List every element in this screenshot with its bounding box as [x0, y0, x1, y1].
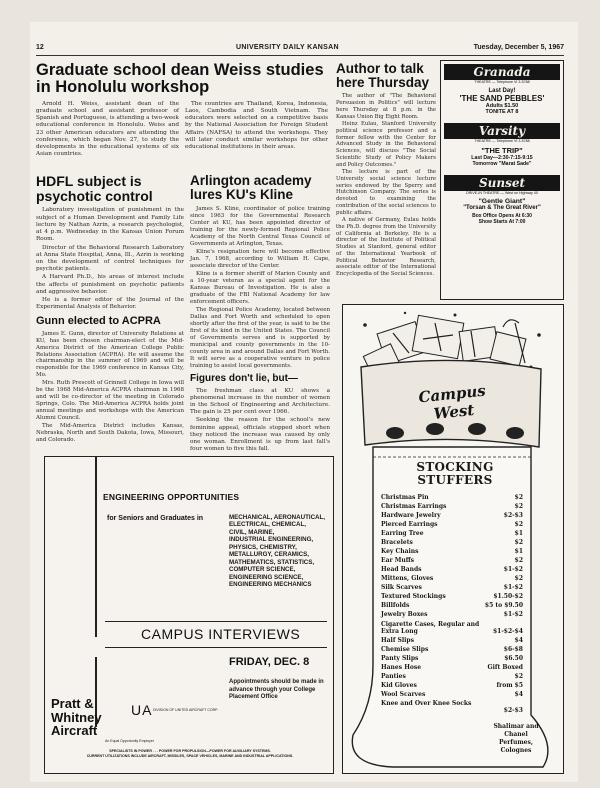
granada-line-2: Adults $1.50 [485, 103, 519, 109]
eng-field: ELECTRICAL, CHEMICAL, [229, 521, 306, 529]
list-item: Jewelry Boxes $1-$2 [381, 611, 523, 618]
acpra-headline: Gunn elected to ACPRA [36, 315, 161, 327]
author-p3: The lecture is part of the University social science lecture series endowed by the Sperry and Hutchinson Company. The series is devoted to examining the contribution of the social sciences to public affairs. [336, 169, 436, 216]
eng-field: ENGINEERING SCIENCE, [229, 573, 304, 581]
eng-fields [229, 514, 325, 588]
issue-date: Tuesday, December 5, 1967 [473, 44, 564, 51]
eng-appointments: Appointments should be made in advance through your College Placement Office [229, 679, 324, 700]
list-item: Bracelets $2 [381, 539, 523, 546]
sunset-sub: DRIVE-IN THEATRE — West on Highway 40 [466, 191, 538, 195]
varsity-line-1: Last Day—2:30-7:15-9:15 [471, 155, 533, 161]
eng-equal-opp: An Equal Opportunity Employer [105, 739, 155, 743]
list-item: Billfolds $5 to $9.50 [381, 602, 523, 609]
eng-field: MATHEMATICS, STATISTICS, [229, 558, 315, 566]
list-item: Half Slips $4 [381, 637, 523, 645]
list-item: Chemise Slips $6-$8 [381, 646, 523, 654]
sunset-line-2: Box Office Opens At 6:30 [472, 213, 532, 219]
list-item: Key Chains $1 [381, 548, 523, 555]
shalimar-block [481, 723, 551, 755]
hdfl-p2: Director of the Behavioral Research Laboratory at Anna State Hospital, Anna, Ill., Azrin is working on the development of control techniques for psychotic patients. [36, 244, 184, 273]
stocking-list [381, 495, 523, 718]
varsity-line-0: "THE TRIP" [481, 146, 523, 155]
stocking-ad [342, 304, 564, 774]
author-headline: Author to talk here Thursday [336, 61, 430, 91]
arlington-p4: The Regional Police Academy, located between Dallas and Fort Worth and scheduled to open shortly after the first of the year, is said to be the first of its kind in the United States. The Council of Governments serves and is supported by municipal and county governments in the 10-county area in and around Dallas and Fort Worth. It will serve as a cooperative venture in police training to assist local governments. [190, 307, 330, 369]
hdfl-p4: He is a former editor of the Journal of the Experimental Analysis of Behavior. [36, 297, 184, 311]
list-item: Christmas Pin $2 [381, 494, 523, 501]
acpra-p1: James E. Gunn, director of University Relations at KU, has been chosen chairman-elect of the Mid-America District of the American College Public Relations Association (ACPRA). He will assume the chairmanship in the summer of 1969 and will be responsible for the 1969 conference in Kansas City, Mo. [36, 330, 184, 379]
eng-footer-2: CURRENT UTILIZATIONS INCLUDE AIRCRAFT, MISSILES, SPACE VEHICLES, MARINE AND INDUSTRIAL APPLICATIONS. [86, 754, 294, 759]
list-item: Head Bands $1-$2 [381, 566, 523, 573]
sunset-line-0: "Gentle Giant" [478, 198, 526, 205]
eng-title: ENGINEERING OPPORTUNITIES [103, 492, 240, 502]
list-item: Hardware Jewelry $2-$3 [381, 512, 523, 519]
granada-line-3: TONITE AT 8 [485, 109, 519, 115]
list-item: Hanes Hose Gift Boxed [381, 664, 523, 672]
list-item: Knee and Over Knee Socks [381, 700, 472, 708]
weiss-headline: Graduate school dean Weiss studies in Honolulu workshop [36, 61, 324, 97]
list-item: Mittens, Gloves $2 [381, 575, 523, 582]
list-item-price: $2-$3 [503, 707, 523, 715]
eng-company: Pratt & Whitney Aircraft [51, 696, 102, 739]
eng-division: DIVISION OF UNITED AIRCRAFT CORP. [153, 708, 219, 712]
weiss-col2: The countries are Thailand, Korea, Indonesia, Laos, Cambodia and South Vietnam. The educators were selected on a competitive basis by the National Association for Foreign Student Affairs (NAFSA) to attend the workshops. They will later conduct similar workshops for other educational institutions in their areas. [185, 100, 328, 151]
ua-logo: UA [131, 702, 153, 718]
list-item: Wool Scarves $4 [381, 691, 523, 699]
eng-footer-1: SPECIALISTS IN POWER . . . POWER FOR PROPULSION—POWER FOR AUXILIARY SYSTEMS. [109, 749, 271, 753]
varsity-sub: THEATRE — Telephone VI 3-5788 [474, 139, 530, 143]
eng-field: MECHANICAL, AERONAUTICAL, [229, 514, 326, 521]
author-p1: The author of "The Behavioral Persuasion in Politics" will lecture here Thursday at 8 p.m. in the Kansas Union Big Eight Room. [336, 93, 436, 120]
list-item: Earring Tree $1 [381, 530, 523, 537]
list-item: Panty Slips $6.50 [381, 655, 523, 663]
hdfl-p1: Laboratory investigation of punishment in the subject of a Human Development and Family Life lecture by Nathan Azrin, a research psychologist, at 4 p.m. Wednesday in the Kansas Union Forum Room. [36, 207, 184, 243]
eng-field: METALLURGY, CERAMICS, [229, 551, 309, 559]
list-item: Ear Muffs $2 [381, 557, 523, 564]
varsity-logo: Varsity [444, 123, 560, 139]
article-figures [190, 374, 330, 455]
varsity-line-2: Tomorrow "Marat Sade" [472, 161, 532, 167]
article-arlington [190, 174, 330, 371]
article-author [336, 62, 436, 279]
list-item: Pierced Earrings $2 [381, 521, 523, 528]
sunset-logo: Sunset [444, 175, 560, 191]
eng-field: ENGINEERING MECHANICS [229, 580, 312, 588]
arlington-headline: Arlington academy lures KU's Kline [190, 173, 312, 203]
stocking-title: STOCKING STUFFERS [416, 460, 494, 487]
hdfl-headline: HDFL subject is psychotic control [36, 173, 153, 204]
shalimar-line-3: Colognes [500, 747, 532, 755]
weiss-col1: Arnold H. Weiss, assistant dean of the graduate school and assistant professor of Spanish and Portuguese, is attending a two-week educational conference in Honolulu. Weiss and 23 other American educators are attending the conference, which began Nov. 27, to study the developments in the educational systems of six Asian countries. [36, 100, 179, 158]
eng-footer [49, 749, 331, 759]
article-acpra [36, 316, 184, 445]
newspaper-page [30, 22, 578, 782]
shalimar-line-2: Perfumes, [499, 739, 533, 747]
page-header [36, 42, 564, 56]
page-number: 12 [36, 44, 44, 51]
granada-line-1: 'THE SAND PEBBLES' [459, 94, 545, 103]
list-item: Textured Stockings $1.50-$2 [381, 593, 523, 600]
eng-field: COMPUTER SCIENCE, [229, 566, 296, 574]
hdfl-p3: A Harvard Ph.D., his areas of interest include the affects of punishment on psychotic patients and aggressive behavior. [36, 274, 184, 295]
list-item: Cigarette Cases, Regular and Extra Long $1-$2-$4 [381, 621, 523, 636]
shalimar-line-1: Shalimar and Chanel [493, 723, 539, 739]
granada-sub: THEATRE — Telephone VI 3-5788 [474, 80, 530, 84]
arlington-p3: Kline is a former sheriff of Marion County and a 10-year veteran as a special agent for the Kansas Bureau of Investigation. He is also a graduate of the FBI National Academy for law enforcement officers. [190, 271, 330, 306]
arlington-p2: Kline's resignation here will become effective Jan. 7, 1968, according to William H. Cape, associate director of the Center. [190, 249, 330, 270]
figures-p2: Seeking the reason for the school's new feminine appeal, officials stopped short when they noticed the increase was caused by only one woman. Enrollment is up from last fall's four women to five this fall. [190, 417, 330, 453]
list-item: Christmas Earrings $2 [381, 503, 523, 510]
acpra-p3: The Mid-America District includes Kansas, Nebraska, North and South Dakota, Iowa, Missouri, and Colorado. [36, 423, 184, 444]
list-item: Silk Scarves $1-$2 [381, 584, 523, 591]
article-hdfl [36, 174, 184, 313]
article-weiss [36, 62, 328, 160]
engineering-ad [44, 456, 334, 774]
eng-for-line: for Seniors and Graduates in [107, 515, 204, 522]
author-p4: A native of Germany, Eulau holds the Ph.D. degree from the University of California at Berkeley. He is a director of the Institute of Political Studies at Stanford, general editor of the International Yearbook of Political Behavior Research, associate editor of the International Encyclopedia of the Social Sciences. [336, 217, 436, 278]
sunset-line-3: Show Starts At 7:00 [478, 219, 526, 225]
granada-logo: Granada [444, 64, 560, 80]
list-item: Kid Gloves from $5 [381, 682, 523, 690]
arlington-p1: James S. Kline, coordinator of police training since 1963 for the Governmental Research Center at KU, has been appointed director of training for the newly-formed Regional Police Academy of the North Central Texas Council of Governments at Arlington, Texas. [190, 206, 330, 248]
campus-west-logo: Campus West [417, 381, 487, 424]
eng-field: PHYSICS, CHEMISTRY, [229, 543, 297, 551]
granada-line-0: Last Day! [488, 88, 516, 94]
list-item: Panties $2 [381, 673, 523, 681]
acpra-p2: Mrs. Ruth Prescott of Grinnell College in Iowa will be the 1968 Mid-America ACPRA chairman in 1968 and will be co-director of the meeting in Colorado Springs, Colo. The Mid-America ACPRA holds joint annual meetings and workshops with the American Alumni Council. [36, 380, 184, 422]
author-p2: Heinz Eulau, Stanford University political science professor and a former fellow with the Center for Advanced Study in the Behavioral Sciences, will discuss "The Social Scientific Study of Policy Makers and Policy Outcomes." [336, 121, 436, 168]
eng-date: FRIDAY, DEC. 8 [229, 656, 310, 668]
figures-p1: The freshman class at KU shows a phenomenal increase in the number of women in the School of Engineering and Architecture. The gain is 25 per cent over 1966. [190, 387, 330, 416]
theater-ad [440, 60, 564, 300]
eng-campus-interviews: CAMPUS INTERVIEWS [141, 626, 301, 642]
eng-field: INDUSTRIAL ENGINEERING, [229, 536, 314, 544]
masthead: UNIVERSITY DAILY KANSAN [236, 44, 339, 51]
eng-field: CIVIL, MARINE, [229, 528, 275, 536]
figures-headline: Figures don't lie, but— [190, 373, 298, 384]
sunset-line-1: "Torsan & The Great River" [463, 205, 541, 211]
